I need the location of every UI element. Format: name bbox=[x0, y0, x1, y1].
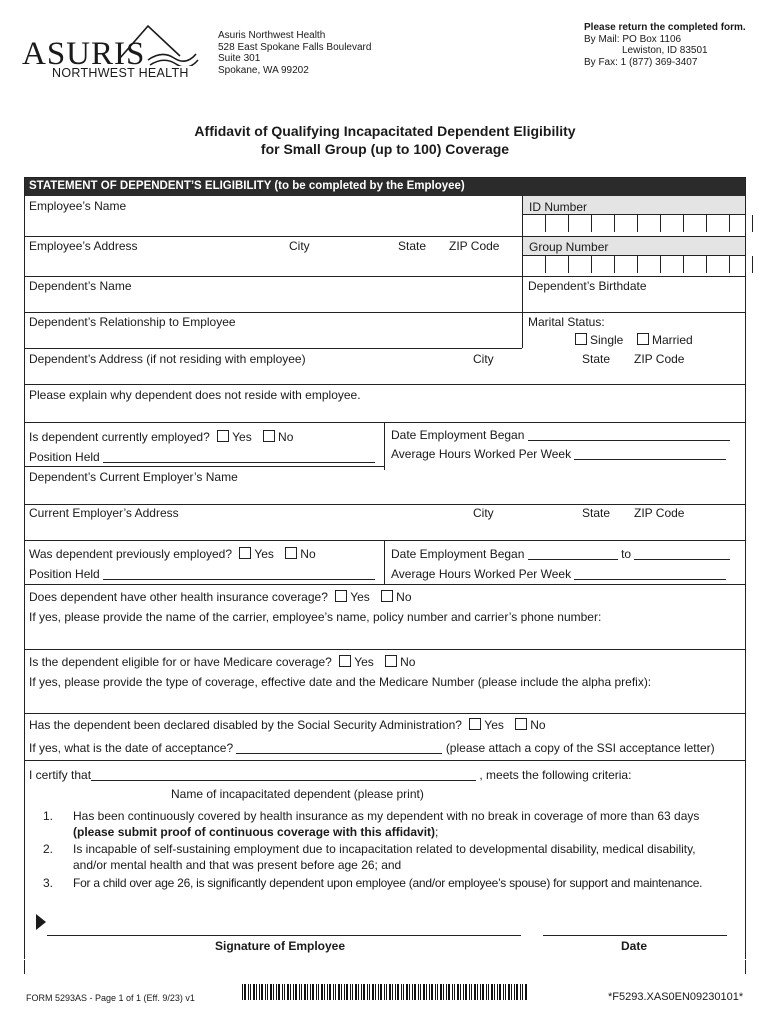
employee-zip-label: ZIP Code bbox=[449, 239, 500, 253]
ssa-date-row[interactable] bbox=[29, 741, 715, 755]
employer-zip-label: ZIP Code bbox=[634, 506, 685, 520]
criteria-tail: ; bbox=[435, 825, 439, 839]
no-label: No bbox=[400, 655, 416, 669]
ssa-no-checkbox[interactable] bbox=[515, 718, 527, 730]
criteria-item-2: Is incapable of self-sustaining employment due to incapacitation related to developmental disability, medical disability, bbox=[73, 842, 696, 856]
return-heading: Please return the completed form. bbox=[584, 22, 746, 33]
date-employment-began-label: Date Employment Began bbox=[391, 547, 525, 561]
form-id: FORM 5293AS - Page 1 of 1 (Eff. 9/23) v1 bbox=[26, 993, 195, 1003]
no-label: No bbox=[278, 430, 294, 444]
married-option[interactable] bbox=[637, 333, 693, 347]
criteria-number: 1. bbox=[42, 809, 53, 823]
criteria-bold-text: (please submit proof of continuous coverage with this affidavit) bbox=[73, 825, 436, 839]
previously-employed-label: Was dependent previously employed? bbox=[29, 547, 233, 561]
explain-label: Please explain why dependent does not reside with employee. bbox=[29, 388, 361, 402]
date-employment-began-label: Date Employment Began bbox=[391, 428, 525, 442]
dependent-birthdate-label: Dependent’s Birthdate bbox=[528, 279, 647, 293]
previously-employed-no-checkbox[interactable] bbox=[285, 547, 297, 559]
company-address bbox=[218, 30, 371, 76]
criteria-item-1: Has been continuously covered by health insurance as my dependent with no break in coverage of more than 63 days bbox=[73, 809, 700, 823]
criteria-item-3: For a child over age 26, is significantly dependent upon employee (and/or employee’s spouse) for support and maintenance. bbox=[73, 876, 703, 890]
criteria-item-1-bold bbox=[73, 825, 438, 839]
criteria-number: 3. bbox=[42, 876, 53, 890]
ssa-label: Has the dependent been declared disabled by the Social Security Administration? bbox=[29, 718, 462, 732]
dependent-city-label: City bbox=[473, 352, 494, 366]
no-label: No bbox=[530, 718, 546, 732]
signature-line[interactable] bbox=[47, 935, 521, 936]
relationship-label: Dependent’s Relationship to Employee bbox=[29, 315, 236, 329]
address-line: Spokane, WA 99202 bbox=[218, 64, 309, 76]
logo-subtitle: NORTHWEST HEALTH bbox=[52, 66, 189, 80]
previously-employed-question bbox=[29, 547, 316, 561]
to-label: to bbox=[621, 547, 632, 561]
single-checkbox[interactable] bbox=[575, 333, 587, 345]
currently-employed-yes-checkbox[interactable] bbox=[217, 430, 229, 442]
ssa-yes-checkbox[interactable] bbox=[469, 718, 481, 730]
no-label: No bbox=[300, 547, 316, 561]
employer-state-label: State bbox=[582, 506, 611, 520]
dependent-name-label: Dependent’s Name bbox=[29, 279, 132, 293]
dependent-state-label: State bbox=[582, 352, 611, 366]
position-held-row[interactable] bbox=[29, 450, 375, 464]
avg-hours-label: Average Hours Worked Per Week bbox=[391, 567, 572, 581]
dependent-zip-label: ZIP Code bbox=[634, 352, 685, 366]
eligibility-form bbox=[24, 177, 746, 959]
yes-label: Yes bbox=[354, 655, 374, 669]
married-checkbox[interactable] bbox=[637, 333, 649, 345]
medicare-no-checkbox[interactable] bbox=[385, 655, 397, 667]
group-number-cells[interactable] bbox=[523, 256, 753, 273]
certify-row[interactable] bbox=[29, 768, 631, 782]
single-label: Single bbox=[590, 333, 624, 347]
address-line: 528 East Spokane Falls Boulevard bbox=[218, 41, 372, 53]
signature-label: Signature of Employee bbox=[215, 939, 346, 953]
medicare-detail: If yes, please provide the type of coverage, effective date and the Medicare Number (please include the alpha prefix): bbox=[29, 675, 652, 689]
certify-name-caption: Name of incapacitated dependent (please print) bbox=[171, 787, 424, 801]
employer-city-label: City bbox=[473, 506, 494, 520]
currently-employed-no-checkbox[interactable] bbox=[263, 430, 275, 442]
yes-label: Yes bbox=[484, 718, 504, 732]
yes-label: Yes bbox=[232, 430, 252, 444]
yes-label: Yes bbox=[254, 547, 274, 561]
currently-employed-label: Is dependent currently employed? bbox=[29, 430, 210, 444]
position-held-label: Position Held bbox=[29, 450, 100, 464]
avg-hours-label: Average Hours Worked Per Week bbox=[391, 447, 572, 461]
current-employer-name-label: Dependent’s Current Employer’s Name bbox=[29, 470, 238, 484]
medicare-question bbox=[29, 655, 415, 669]
return-mail-city: Lewiston, ID 83501 bbox=[622, 45, 708, 56]
date-label: Date bbox=[621, 939, 648, 953]
certify-end-label: , meets the following criteria: bbox=[479, 768, 632, 782]
section-heading: STATEMENT OF DEPENDENT’S ELIGIBILITY (to be completed by the Employee) bbox=[25, 178, 745, 196]
barcode-icon bbox=[242, 984, 528, 1000]
barcode-code: *F5293.XAS0EN09230101* bbox=[608, 991, 744, 1003]
other-insurance-question bbox=[29, 590, 412, 604]
employee-city-label: City bbox=[289, 239, 310, 253]
page-title bbox=[0, 122, 770, 158]
marital-status-label: Marital Status: bbox=[528, 315, 605, 329]
certify-label: I certify that bbox=[29, 768, 92, 782]
other-insurance-no-checkbox[interactable] bbox=[381, 590, 393, 602]
single-option[interactable] bbox=[575, 333, 623, 347]
employee-name-field[interactable] bbox=[25, 212, 521, 236]
id-number-label: ID Number bbox=[529, 200, 588, 214]
address-line: Suite 301 bbox=[218, 53, 261, 64]
avg-hours-row[interactable] bbox=[391, 447, 726, 461]
ssa-date-label: If yes, what is the date of acceptance? bbox=[29, 741, 234, 755]
currently-employed-question bbox=[29, 430, 293, 444]
return-fax: By Fax: 1 (877) 369-3407 bbox=[584, 56, 698, 68]
criteria-number: 2. bbox=[42, 842, 53, 856]
other-insurance-label: Does dependent have other health insurance coverage? bbox=[29, 590, 328, 604]
employee-address-label: Employee’s Address bbox=[29, 239, 138, 253]
company-logo bbox=[20, 20, 200, 82]
previous-date-employment-row[interactable] bbox=[391, 547, 730, 561]
date-line[interactable] bbox=[543, 935, 727, 936]
date-employment-began-row[interactable] bbox=[391, 428, 730, 442]
sign-here-arrow-icon bbox=[36, 914, 46, 930]
previous-position-held-row[interactable] bbox=[29, 567, 375, 581]
position-held-label: Position Held bbox=[29, 567, 100, 581]
current-employer-address-label: Current Employer’s Address bbox=[29, 506, 179, 520]
group-number-label: Group Number bbox=[529, 240, 609, 254]
employee-state-label: State bbox=[398, 239, 427, 253]
yes-label: Yes bbox=[350, 590, 370, 604]
married-label: Married bbox=[652, 333, 693, 347]
title-line-2: for Small Group (up to 100) Coverage bbox=[260, 141, 510, 157]
return-mail: By Mail: PO Box 1106 bbox=[584, 33, 682, 45]
medicare-yes-checkbox[interactable] bbox=[339, 655, 351, 667]
previous-avg-hours-row[interactable] bbox=[391, 567, 726, 581]
other-insurance-detail: If yes, please provide the name of the carrier, employee’s name, policy number and carrier’s phone number: bbox=[29, 610, 602, 624]
title-line-1: Affidavit of Qualifying Incapacitated Dependent Eligibility bbox=[194, 123, 576, 139]
return-instructions bbox=[584, 22, 746, 68]
ssa-question bbox=[29, 718, 546, 732]
no-label: No bbox=[396, 590, 412, 604]
employee-name-label: Employee’s Name bbox=[29, 199, 127, 213]
ssa-attach-label: (please attach a copy of the SSI acceptance letter) bbox=[445, 741, 715, 755]
address-line: Asuris Northwest Health bbox=[218, 30, 326, 41]
previously-employed-yes-checkbox[interactable] bbox=[239, 547, 251, 559]
other-insurance-yes-checkbox[interactable] bbox=[335, 590, 347, 602]
dependent-address-label: Dependent’s Address (if not residing with employee) bbox=[29, 352, 306, 366]
logo-brand: ASURIS bbox=[22, 36, 146, 72]
medicare-label: Is the dependent eligible for or have Medicare coverage? bbox=[29, 655, 332, 669]
criteria-item-2-cont: and/or mental health and that was present before age 26; and bbox=[73, 858, 402, 872]
id-number-cells[interactable] bbox=[523, 215, 753, 232]
